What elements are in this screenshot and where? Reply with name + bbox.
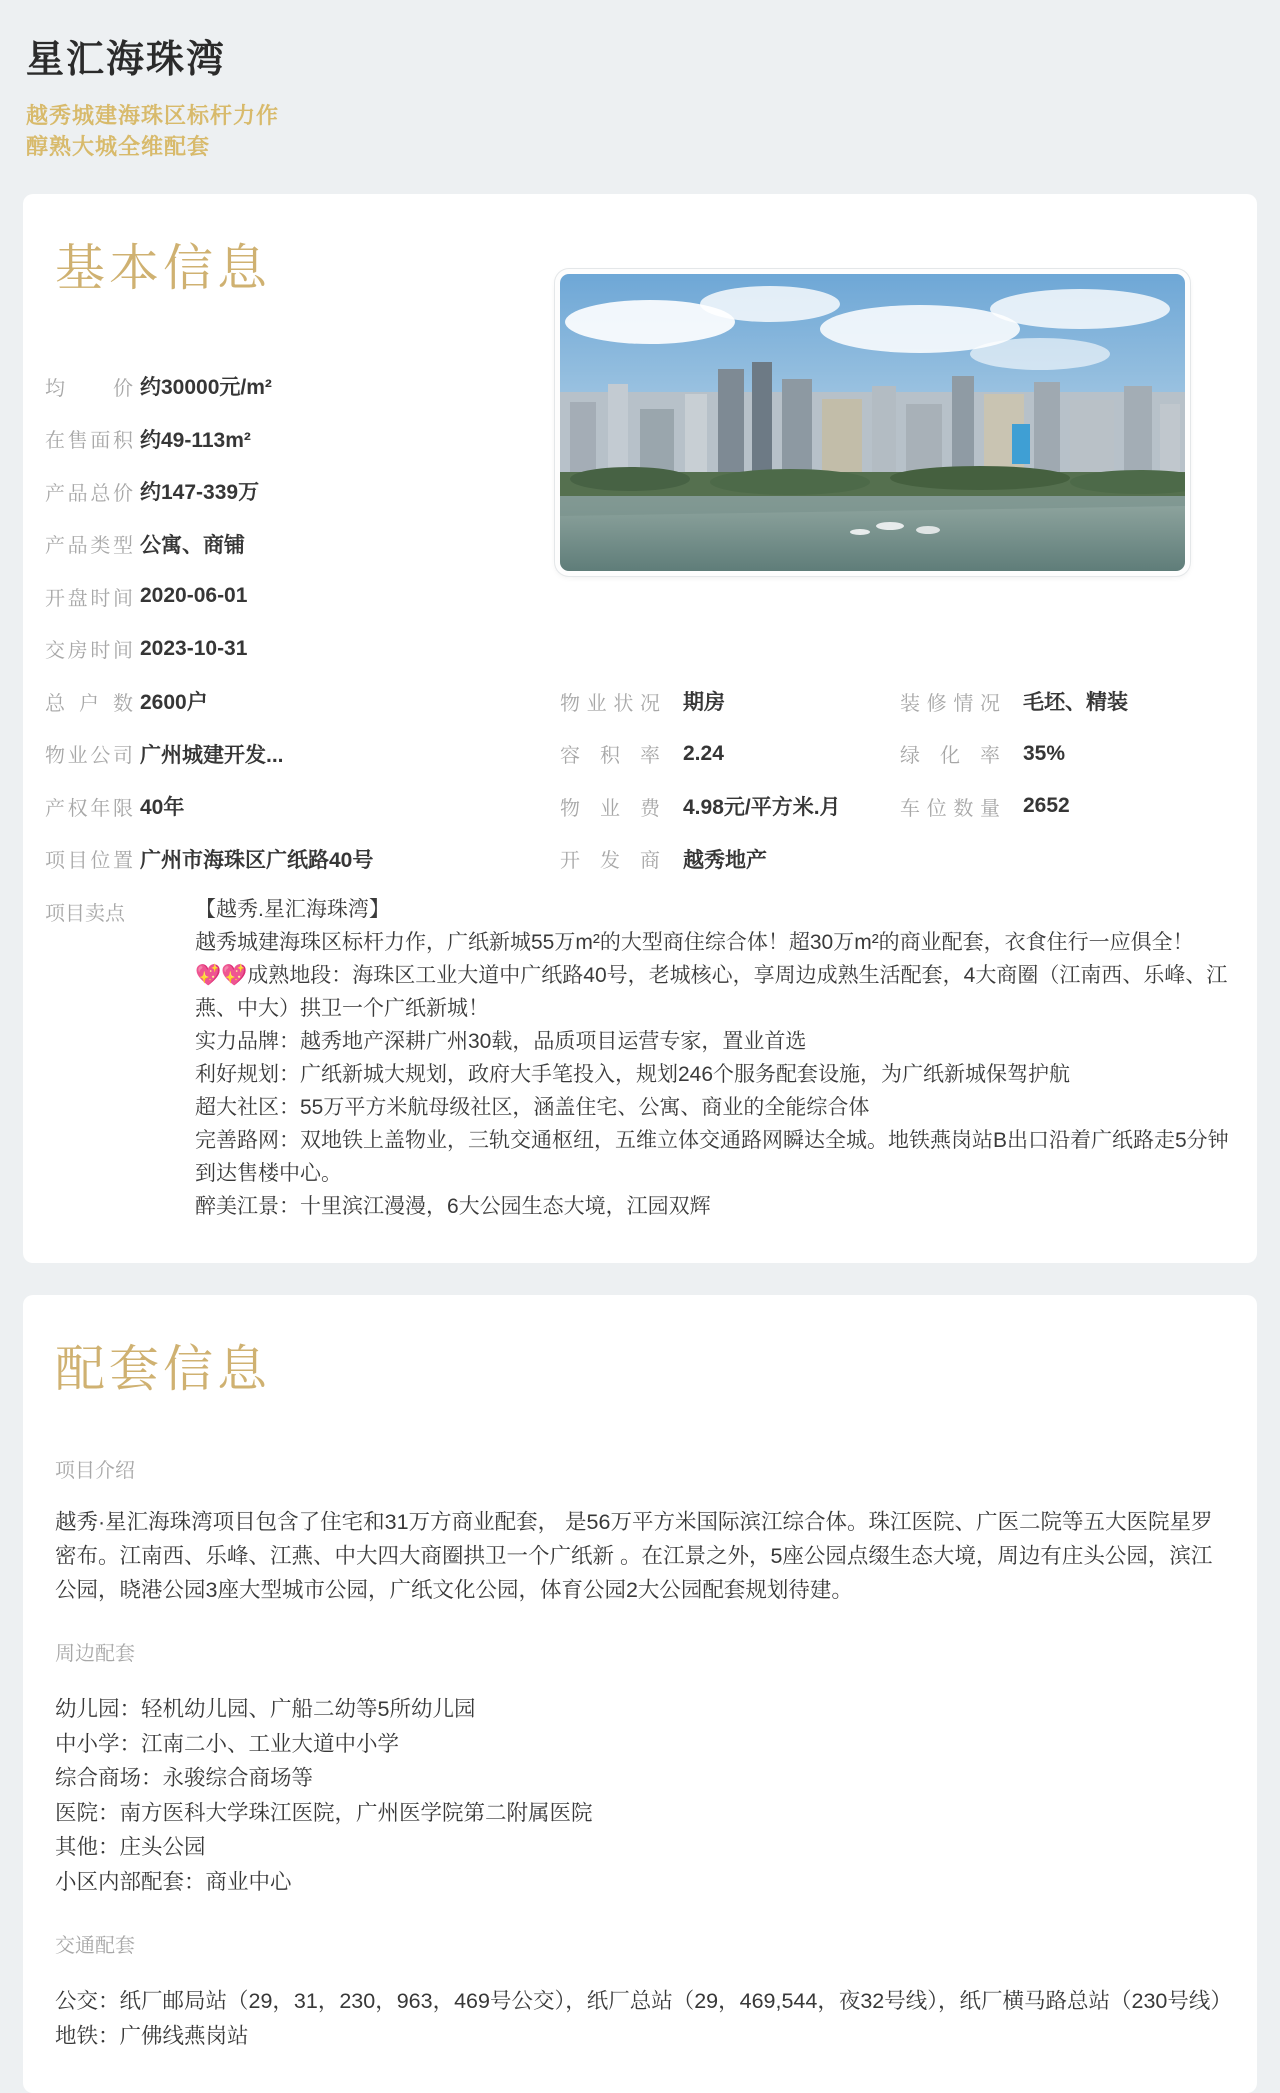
field-developer [560, 833, 900, 886]
page-subtitle [26, 100, 1254, 162]
field-value: 2020-06-01 [140, 584, 248, 608]
surroundings-list [45, 1692, 1235, 1899]
surroundings-line-malls: 综合商场：永骏综合商场等 [55, 1766, 314, 1790]
intro-paragraph: 越秀·星汇海珠湾项目包含了住宅和31万方商业配套， 是56万平方米国际滨江综合体。珠江医院、广医二院等五大医院星罗密布。江南西、乐峰、江燕、中大四大商圈拱卫一个广纸新 。在江景之外，5座公园点缀生态大境，周边有庄头公园，滨江公园，晓港公园3座大型城市公园，广纸文化公园，体育公园2大公园配套规划待建。 [55, 1510, 1213, 1602]
field-value: 2.24 [683, 741, 724, 765]
field-total-households [45, 675, 560, 728]
field-value: 40年 [140, 796, 185, 820]
selling-point-line: 实力品牌：越秀地产深耕广州30载，品质项目运营专家，置业首选 [195, 1030, 807, 1053]
surroundings-section-label: 周边配套 [55, 1643, 135, 1665]
field-greening-rate [900, 728, 1235, 781]
intro-section-label: 项目介绍 [55, 1460, 135, 1482]
field-project-location [45, 833, 560, 886]
selling-point-line: 完善路网：双地铁上盖物业，三轨交通枢纽，五维立体交通路网瞬达全城。地铁燕岗站B出口沿着广纸路走5分钟到达售楼中心。 [195, 1129, 1229, 1185]
page-title: 星汇海珠湾 [26, 39, 227, 81]
field-value: 约30000元/m² [140, 376, 272, 400]
basic-info-heading: 基本信息 [55, 240, 271, 296]
selling-points-label: 项目卖点 [45, 903, 125, 925]
field-opening-date [45, 570, 560, 623]
selling-points-section [45, 893, 1235, 1223]
selling-points-text [195, 893, 1235, 1223]
field-label: 在售面积 [45, 430, 133, 453]
field-label: 均价 [45, 377, 133, 400]
field-value: 约49-113m² [140, 428, 251, 452]
surroundings-line-internal: 小区内部配套：商业中心 [55, 1869, 292, 1894]
field-value: 2600户 [140, 691, 208, 715]
field-value: 广州城建开发... [140, 743, 284, 767]
surroundings-line-hospitals: 医院：南方医科大学珠江医院，广州医学院第二附属医院 [55, 1800, 593, 1825]
basic-info-card [23, 194, 1257, 1263]
field-sale-area [45, 413, 560, 466]
field-label: 项目位置 [45, 850, 133, 873]
field-value: 公寓、商铺 [140, 533, 245, 557]
field-label: 装修情况 [900, 692, 1000, 715]
field-label: 交房时间 [45, 640, 133, 663]
transport-section-label: 交通配套 [55, 1935, 135, 1957]
selling-point-line: 利好规划：广纸新城大规划，政府大手笔投入，规划246个服务配套设施，为广纸新城保驾护航 [195, 1063, 1071, 1086]
field-parking-count [900, 780, 1235, 833]
field-label: 物业公司 [45, 745, 133, 768]
field-value: 2023-10-31 [140, 636, 248, 660]
field-value: 广州市海珠区广纸路40号 [140, 848, 374, 872]
field-product-type [45, 518, 560, 571]
selling-point-line: 醉美江景：十里滨江漫漫，6大公园生态大境，江园双辉 [195, 1195, 711, 1218]
surroundings-line-kindergarten: 幼儿园：轻机幼儿园、广船二幼等5所幼儿园 [55, 1697, 476, 1721]
field-property-company [45, 728, 560, 781]
page-subtitle-line-1: 越秀城建海珠区标杆力作 [26, 103, 280, 128]
surroundings-line-other: 其他：庄头公园 [55, 1835, 206, 1859]
field-average-price [45, 360, 560, 413]
selling-point-line: 【越秀.星汇海珠湾】 [195, 898, 390, 921]
facilities-heading: 配套信息 [55, 1341, 271, 1397]
field-total-price [45, 465, 560, 518]
field-property-status [560, 675, 900, 728]
field-label: 绿化率 [900, 745, 1000, 768]
field-label: 物业费 [560, 797, 660, 820]
property-photo[interactable] [555, 269, 1190, 576]
field-label: 车位数量 [900, 797, 1000, 820]
transport-line-metro: 地铁：广佛线燕岗站 [55, 2023, 249, 2048]
field-plot-ratio [560, 728, 900, 781]
field-value: 2652 [1023, 794, 1070, 818]
field-value: 期房 [683, 691, 725, 715]
transport-line-bus: 公交：纸厂邮局站（29，31，230，963，469号公交），纸厂总站（29，469,544，夜32号线），纸厂横马路总站（230号线） [55, 1989, 1232, 2013]
surroundings-line-schools: 中小学：江南二小、工业大道中小学 [55, 1731, 400, 1756]
field-value: 约147-339万 [140, 481, 260, 505]
field-label: 开盘时间 [45, 587, 133, 610]
field-label: 产品总价 [45, 482, 133, 505]
field-value: 毛坯、精装 [1023, 691, 1128, 715]
field-property-fee [560, 780, 900, 833]
selling-point-line: 超大社区：55万平方米航母级社区，涵盖住宅、公寓、商业的全能综合体 [195, 1096, 870, 1119]
field-label: 产品类型 [45, 535, 133, 558]
transport-list [45, 1984, 1235, 2053]
field-value: 35% [1023, 741, 1066, 765]
field-delivery-date [45, 623, 560, 676]
page-header [0, 0, 1280, 162]
page-subtitle-line-2: 醇熟大城全维配套 [26, 134, 211, 159]
selling-point-line: 越秀城建海珠区标杆力作，广纸新城55万m²的大型商住综合体！超30万m²的商业配套，衣食住行一应俱全！ [195, 931, 1194, 954]
cityscape-illustration [560, 274, 1185, 571]
field-decoration [900, 675, 1235, 728]
field-label: 总户数 [45, 692, 133, 715]
field-label: 容积率 [560, 745, 660, 768]
facilities-card [23, 1295, 1257, 2093]
field-value: 4.98元/平方米.月 [683, 796, 841, 820]
field-value: 越秀地产 [683, 848, 767, 872]
field-label: 物业状况 [560, 692, 660, 715]
selling-point-line: 💖💖成熟地段：海珠区工业大道中广纸路40号，老城核心，享周边成熟生活配套，4大商圈（江南西、乐峰、江燕、中大）拱卫一个广纸新城！ [195, 964, 1228, 1020]
field-label: 产权年限 [45, 797, 133, 820]
field-ownership-years [45, 780, 560, 833]
field-label: 开发商 [560, 850, 660, 873]
